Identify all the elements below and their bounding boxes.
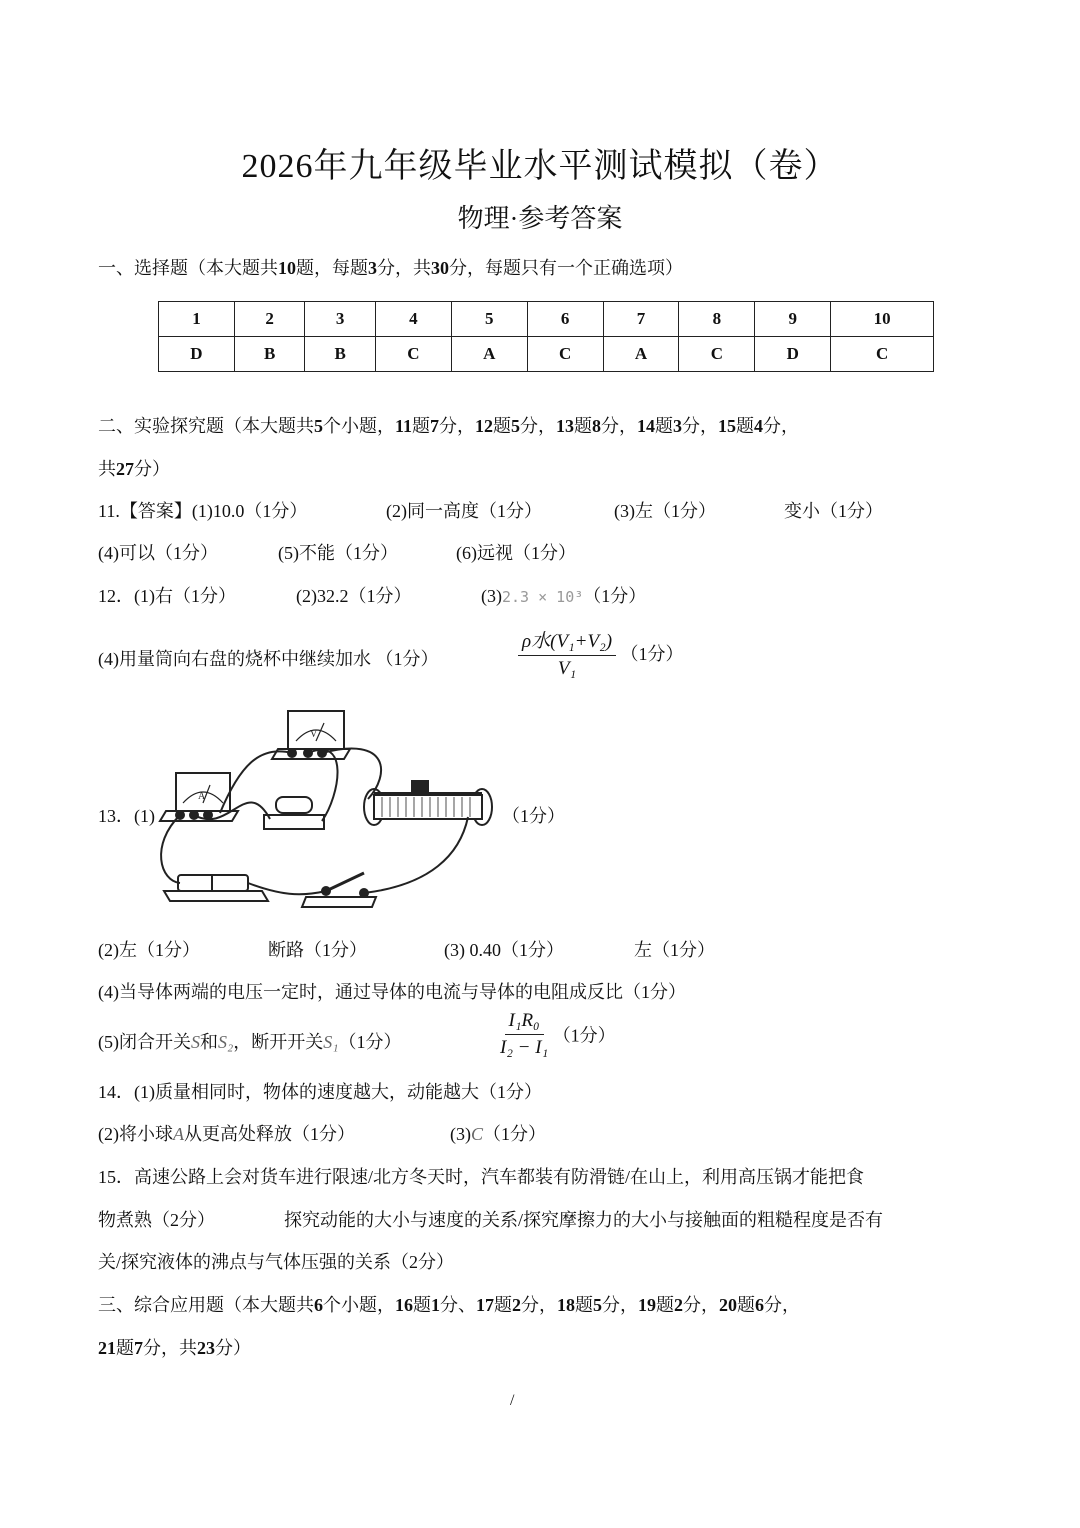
q11-a3b: 变小（1分） (784, 501, 883, 521)
q14-a2: (2)将小球A从更高处释放（1分） (98, 1124, 355, 1144)
table-cell: 7 (603, 302, 679, 337)
table-cell: D (159, 337, 235, 372)
resistance-formula: $\frac{\text{I₁R₀}}{\text{I₂ − I₁}}$ (500, 1010, 549, 1058)
table-cell: 3 (305, 302, 376, 337)
table-cell: C (831, 337, 934, 372)
voltmeter-label: V (310, 729, 318, 740)
table-cell: C (527, 337, 603, 372)
answer-table-answer-row (159, 337, 934, 372)
table-cell: 10 (831, 302, 934, 337)
section3-heading-line2: 21题7分，共23分） (98, 1338, 251, 1358)
q15-line2b: 探究动能的大小与速度的关系/探究摩擦力的大小与接触面的粗糙程度是否有 (284, 1210, 883, 1230)
table-cell: 4 (375, 302, 451, 337)
section3-heading-line1: 三、综合应用题（本大题共6个小题，16题1分、17题2分，18题5分，19题2分，20题6分， (98, 1295, 800, 1315)
table-cell: C (679, 337, 755, 372)
q13-a5: (5)闭合开关S和S₂，断开开关S₁（1分） (98, 1032, 402, 1052)
table-cell: B (305, 337, 376, 372)
table-cell: D (755, 337, 831, 372)
q11-a5: (5)不能（1分） (278, 543, 398, 563)
page-subtitle: 物理·参考答案 (457, 204, 623, 233)
table-cell: 6 (527, 302, 603, 337)
q14-a3: (3)C（1分） (450, 1124, 547, 1144)
circuit-diagram (150, 705, 500, 915)
q13-a2a: (2)左（1分） (98, 940, 200, 960)
q11-a2: (2)同一高度（1分） (386, 501, 542, 521)
answer-table-number-row (159, 302, 934, 337)
q11-a3: (3)左（1分） (614, 501, 716, 521)
q13-a1-label: 13．(1) (98, 806, 155, 826)
table-cell: 8 (679, 302, 755, 337)
q15-line1: 15．高速公路上会对货车进行限速/北方冬天时，汽车都装有防滑链/在山上，利用高压锅才能把食 (98, 1167, 864, 1187)
q15-line3: 关/探究液体的沸点与气体压强的关系（2分） (98, 1252, 454, 1272)
q14-a1: 14．(1)质量相同时，物体的速度越大，动能越大（1分） (98, 1082, 542, 1102)
q12-a4-formula: $\frac{\text{ρ水(V₁+V₂)}}{\text{V₁}}$ （1分） (518, 626, 684, 680)
answer-table (158, 301, 934, 372)
table-cell: 5 (451, 302, 527, 337)
q12-a3-value: 2.3 × 10³ (502, 588, 584, 606)
q13-a3a: (3) 0.40（1分） (444, 940, 564, 960)
page-footer: / (510, 1392, 515, 1409)
q13-a2b: 断路（1分） (268, 940, 367, 960)
q12-a1: 12．(1)右（1分） (98, 586, 236, 606)
q13-a3b: 左（1分） (634, 940, 715, 960)
table-cell: C (375, 337, 451, 372)
table-cell: B (234, 337, 305, 372)
q13-a5-formula: $\frac{\text{I₁R₀}}{\text{I₂ − I₁}}$ （1分） (500, 1010, 616, 1058)
q13-a1-score: （1分） (502, 806, 565, 826)
section1-heading: 一、选择题（本大题共10题，每题3分，共30分，每题只有一个正确选项） (98, 258, 683, 278)
q13-a4: (4)当导体两端的电压一定时，通过导体的电流与导体的电阻成反比（1分） (98, 982, 686, 1002)
q11-a4: (4)可以（1分） (98, 543, 218, 563)
q12-a4: (4)用量筒向右盘的烧杯中继续加水 （1分） (98, 649, 439, 669)
table-cell: 2 (234, 302, 305, 337)
table-cell: 9 (755, 302, 831, 337)
section2-heading-line2: 共27分） (98, 459, 170, 479)
table-cell: A (451, 337, 527, 372)
q11-prefix: 11.【答案】(1)10.0（1分） (98, 501, 308, 521)
q11-a6: (6)远视（1分） (456, 543, 576, 563)
q12-a3: (3)2.3 × 10³（1分） (481, 586, 647, 606)
table-cell: A (603, 337, 679, 372)
density-formula: $\frac{\text{ρ水(V₁+V₂)}}{\text{V₁}}$ (518, 626, 616, 680)
q15-line2a: 物煮熟（2分） (98, 1210, 215, 1230)
ammeter-label: A (198, 791, 206, 802)
page-title: 2026年九年级毕业水平测试模拟（卷） (241, 148, 839, 185)
section2-heading-line1: 二、实验探究题（本大题共5个小题，11题7分，12题5分，13题8分，14题3分，15题4分， (98, 416, 800, 436)
q12-a2: (2)32.2（1分） (296, 586, 412, 606)
table-cell: 1 (159, 302, 235, 337)
